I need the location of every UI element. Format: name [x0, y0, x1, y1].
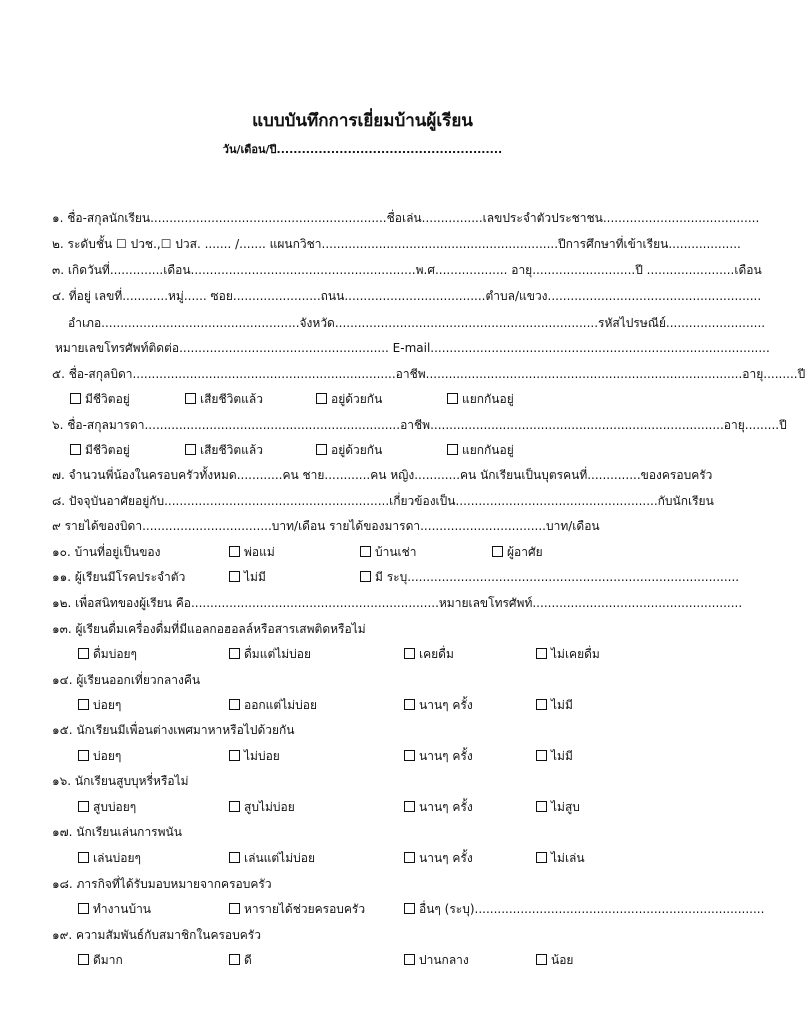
q15-option-4[interactable] — [536, 748, 573, 764]
q14-label: ๑๔. ผู้เรียนออกเที่ยวกลางคืน — [52, 673, 201, 687]
checkbox[interactable] — [229, 699, 240, 710]
mother-deceased-option[interactable] — [185, 442, 263, 458]
option-label: ทำงานบ้าน — [93, 902, 152, 916]
q11-label: ๑๑. ผู้เรียนมีโรคประจำตัว — [52, 570, 186, 584]
option-label: ไม่บ่อย — [244, 749, 280, 763]
q15-label: ๑๕. นักเรียนมีเพื่อนต่างเพศมาหาหรือไปด้วยกัน — [52, 723, 295, 737]
checkbox[interactable] — [78, 699, 89, 710]
q11-none-option[interactable] — [229, 569, 266, 585]
option-label: ไม่สูบ — [551, 800, 580, 814]
option-label: เล่นแต่ไม่บ่อย — [244, 851, 315, 865]
option-label: แยกกันอยู่ — [462, 443, 514, 457]
checkbox[interactable] — [78, 954, 89, 965]
mother-together-option[interactable] — [316, 442, 382, 458]
checkbox[interactable] — [70, 393, 81, 404]
q14-option-2[interactable] — [229, 697, 317, 713]
q19-option-3[interactable] — [404, 952, 469, 968]
option-label: บ้านเช่า — [375, 545, 417, 559]
checkbox[interactable] — [404, 750, 415, 761]
checkbox[interactable] — [229, 648, 240, 659]
option-label: ดื่มแต่ไม่บ่อย — [244, 647, 312, 661]
checkbox[interactable] — [229, 801, 240, 812]
q10-resident-option[interactable] — [492, 544, 543, 560]
option-label: เคยดื่ม — [419, 647, 454, 661]
q12-close-friend[interactable]: ๑๒. เพื่อสนิทของผู้เรียน คือ.................................................................หมายเลขโทรศัพท์....................................................... — [52, 596, 743, 610]
q14-option-3[interactable] — [404, 697, 473, 713]
q15-option-2[interactable] — [229, 748, 280, 764]
checkbox[interactable] — [404, 954, 415, 965]
option-label: ดีมาก — [93, 953, 123, 967]
checkbox[interactable] — [536, 648, 547, 659]
q8-living-with[interactable]: ๘. ปัจจุบันอาศัยอยู่กับ...........................................................เกี่ยวข้องเป็น.....................................................กับนักเรียน — [52, 494, 714, 508]
q10-rented-option[interactable] — [360, 544, 417, 560]
option-label: สูบบ่อยๆ — [93, 800, 137, 814]
q13-option-4[interactable] — [536, 646, 600, 662]
mother-separated-option[interactable] — [447, 442, 514, 458]
option-label: ไม่มี — [244, 570, 266, 584]
checkbox[interactable] — [447, 444, 458, 455]
checkbox[interactable] — [229, 954, 240, 965]
checkbox[interactable] — [78, 801, 89, 812]
option-label: อื่นๆ (ระบุ)............................................................................ — [419, 902, 765, 916]
checkbox[interactable] — [404, 699, 415, 710]
checkbox[interactable] — [185, 444, 196, 455]
q5-father-name[interactable]: ๕. ชื่อ-สกุลบิดา.....................................................................อาชีพ...................................................................................อายุ.........ปี — [52, 367, 805, 381]
option-label: มีชีวิตอยู่ — [85, 443, 130, 457]
q13-option-3[interactable] — [404, 646, 454, 662]
checkbox[interactable] — [229, 571, 240, 582]
option-label: มีชีวิตอยู่ — [85, 392, 130, 406]
q19-option-1[interactable] — [78, 952, 123, 968]
q3-birthdate[interactable]: ๓. เกิดวันที่..............เดือน...........................................................พ.ศ................... อายุ...........................ปี .......................เดือน — [52, 263, 762, 277]
option-label: ไม่เคยดื่ม — [551, 647, 600, 661]
checkbox[interactable] — [404, 852, 415, 863]
form-title: แบบบันทึกการเยี่ยมบ้านผู้เรียน — [252, 111, 473, 131]
option-label: ปานกลาง — [419, 953, 469, 967]
q18-option-2[interactable] — [229, 901, 365, 917]
checkbox[interactable] — [78, 648, 89, 659]
option-label: ดื่มบ่อยๆ — [93, 647, 138, 661]
q11-specify-option[interactable] — [360, 569, 740, 585]
q16-option-2[interactable] — [229, 799, 295, 815]
q16-option-1[interactable] — [78, 799, 136, 815]
option-label: ผู้อาศัย — [507, 545, 543, 559]
option-label: ออกแต่ไม่บ่อย — [244, 698, 318, 712]
checkbox[interactable] — [536, 699, 547, 710]
checkbox[interactable] — [229, 852, 240, 863]
option-label: นานๆ ครั้ง — [419, 749, 473, 763]
checkbox[interactable] — [492, 546, 503, 557]
checkbox[interactable] — [536, 954, 547, 965]
q16-label: ๑๖. นักเรียนสูบบุหรี่หรือไม่ — [52, 774, 189, 788]
option-label: บ่อยๆ — [93, 749, 122, 763]
q2-class-level[interactable]: ๒. ระดับชั้น ☐ ปวช.,☐ ปวส. ....... /....... แผนกวิชา..............................................................ปีการศึกษาที่เข้าเรียน................... — [52, 237, 741, 251]
q17-option-2[interactable] — [229, 850, 315, 866]
checkbox[interactable] — [536, 852, 547, 863]
q15-option-3[interactable] — [404, 748, 473, 764]
q17-label: ๑๗. นักเรียนเล่นการพนัน — [52, 825, 182, 839]
checkbox[interactable] — [404, 903, 415, 914]
option-label: หารายได้ช่วยครอบครัว — [244, 902, 366, 916]
q19-option-4[interactable] — [536, 952, 573, 968]
father-deceased-option[interactable] — [185, 391, 263, 407]
q9-parent-income[interactable]: ๙ รายได้ของบิดา..................................บาท/เดือน รายได้ของมารดา.................................บาท/เดือน — [52, 519, 600, 533]
q15-option-1[interactable] — [78, 748, 121, 764]
option-label: พ่อแม่ — [244, 545, 275, 559]
q6-mother-name[interactable]: ๖. ชื่อ-สกุลมารดา...................................................................อาชีพ.............................................................................อายุ.........ปี — [52, 418, 787, 432]
checkbox[interactable] — [316, 444, 327, 455]
option-label: ไม่มี — [551, 749, 573, 763]
checkbox[interactable] — [360, 546, 371, 557]
q19-option-2[interactable] — [229, 952, 252, 968]
father-alive-option[interactable] — [70, 391, 130, 407]
father-separated-option[interactable] — [447, 391, 514, 407]
option-label: นานๆ ครั้ง — [419, 698, 473, 712]
q4-address[interactable]: ๔. ที่อยู่ เลขที่............หมู่...... ซอย.......................ถนน.....................................ตำบล/แขวง........................................................ — [52, 289, 762, 303]
checkbox[interactable] — [536, 750, 547, 761]
checkbox[interactable] — [229, 546, 240, 557]
option-label: อยู่ด้วยกัน — [331, 443, 383, 457]
q16-option-4[interactable] — [536, 799, 580, 815]
q13-option-2[interactable] — [229, 646, 311, 662]
q19-label: ๑๙. ความสัมพันธ์กับสมาชิกในครอบครัว — [52, 928, 261, 942]
father-together-option[interactable] — [316, 391, 382, 407]
option-label: อยู่ด้วยกัน — [331, 392, 383, 406]
q17-option-3[interactable] — [404, 850, 473, 866]
q7-siblings[interactable]: ๗. จำนวนพี่น้องในครอบครัวทั้งหมด............คน ชาย............คน หญิง............คน นักเรียนเป็นบุตรคนที่..............ของครอบครัว — [52, 468, 713, 482]
checkbox[interactable] — [229, 903, 240, 914]
option-label: ไม่เล่น — [551, 851, 585, 865]
option-label: มี ระบุ....................................................................................... — [375, 570, 740, 584]
q10-label: ๑๐. บ้านที่อยู่เป็นของ — [52, 545, 161, 559]
checkbox[interactable] — [185, 393, 196, 404]
q1-student-name[interactable]: ๑. ชื่อ-สกุลนักเรียน..............................................................ชื่อเล่น................เลขประจำตัวประชาชน......................................... — [52, 211, 760, 225]
option-label: แยกกันอยู่ — [462, 392, 514, 406]
q14-option-1[interactable] — [78, 697, 121, 713]
option-label: เสียชีวิตแล้ว — [200, 392, 263, 406]
option-label: บ่อยๆ — [93, 698, 122, 712]
q16-option-3[interactable] — [404, 799, 473, 815]
checkbox[interactable] — [360, 571, 371, 582]
checkbox[interactable] — [78, 852, 89, 863]
checkbox[interactable] — [229, 750, 240, 761]
option-label: นานๆ ครั้ง — [419, 800, 473, 814]
option-label: น้อย — [551, 953, 574, 967]
q13-label: ๑๓. ผู้เรียนดื่มเครื่องดื่มที่มีแอลกอฮอลล์หรือสารเสพติดหรือไม่ — [52, 622, 366, 636]
q4-district[interactable]: อำเภอ....................................................จังหวัด.....................................................................รหัสไปรษณีย์.......................... — [68, 316, 766, 330]
checkbox[interactable] — [78, 750, 89, 761]
q17-option-1[interactable] — [78, 850, 141, 866]
checkbox[interactable] — [316, 393, 327, 404]
checkbox[interactable] — [404, 648, 415, 659]
option-label: เสียชีวิตแล้ว — [200, 443, 263, 457]
q10-parents-option[interactable] — [229, 544, 275, 560]
q13-option-1[interactable] — [78, 646, 137, 662]
mother-alive-option[interactable] — [70, 442, 130, 458]
checkbox[interactable] — [78, 903, 89, 914]
q4-phone-email[interactable]: หมายเลขโทรศัพท์ติดต่อ....................................................... E-mail......................................................................................... — [55, 341, 770, 355]
checkbox[interactable] — [447, 393, 458, 404]
option-label: ไม่มี — [551, 698, 573, 712]
q18-option-3[interactable] — [404, 901, 765, 917]
q17-option-4[interactable] — [536, 850, 585, 866]
q14-option-4[interactable] — [536, 697, 573, 713]
option-label: ดี — [244, 953, 252, 967]
option-label: สูบไม่บ่อย — [244, 800, 295, 814]
checkbox[interactable] — [536, 801, 547, 812]
q18-label: ๑๘. ภารกิจที่ได้รับมอบหมายจากครอบครัว — [52, 877, 272, 891]
option-label: นานๆ ครั้ง — [419, 851, 473, 865]
checkbox[interactable] — [70, 444, 81, 455]
date-field[interactable]: วัน/เดือน/ปี...................................................... — [222, 143, 503, 156]
checkbox[interactable] — [404, 801, 415, 812]
option-label: เล่นบ่อยๆ — [93, 851, 141, 865]
q18-option-1[interactable] — [78, 901, 151, 917]
